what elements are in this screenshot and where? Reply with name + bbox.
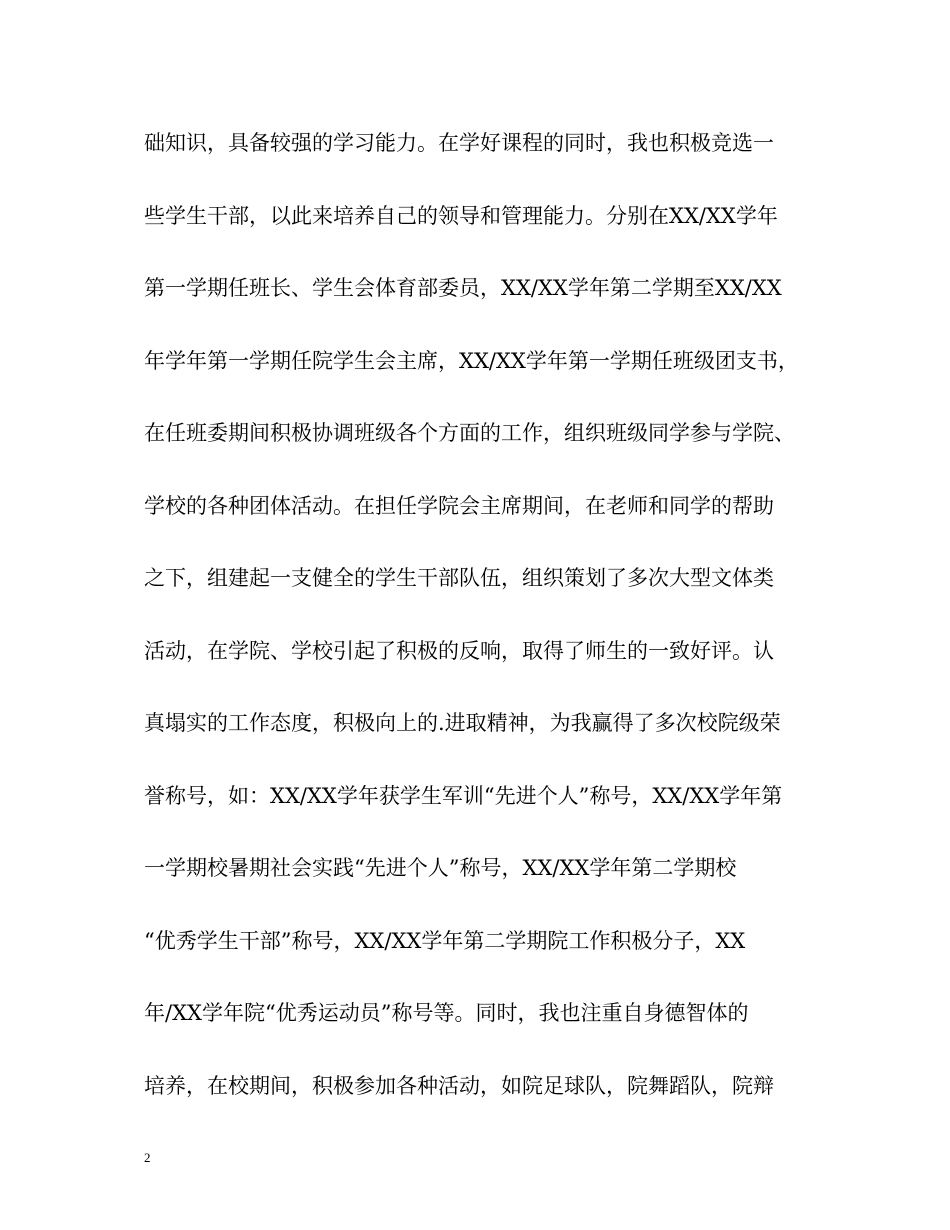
text-line: 年/XX学年院“优秀运动员”称号等。同时，我也注重自身德智体的 bbox=[144, 1001, 749, 1025]
text-line: 些学生干部，以此来培养自己的领导和管理能力。分别在XX/XX学年 bbox=[144, 203, 778, 228]
body-text bbox=[144, 119, 824, 1134]
text-line: 之下，组建起一支健全的学生干部队伍，组织策划了多次大型文体类 bbox=[144, 566, 774, 590]
text-line: 誉称号，如：XX/XX学年获学生军训“先进个人”称号，XX/XX学年第 bbox=[144, 783, 783, 808]
text-line: 一学期校暑期社会实践“先进个人”称号，XX/XX学年第二学期校 bbox=[144, 856, 737, 880]
page-number: 2 bbox=[144, 1150, 151, 1165]
text-line: 础知识，具备较强的学习能力。在学好课程的同时，我也积极竞选一 bbox=[144, 131, 774, 155]
text-line: 在任班委期间积极协调班级各个方面的工作，组织班级同学参与学院、 bbox=[144, 421, 795, 445]
text-line: 真塌实的工作态度，积极向上的.进取精神，为我赢得了多次校院级荣 bbox=[144, 711, 781, 735]
text-line: 第一学期任班长、学生会体育部委员，XX/XX学年第二学期至XX/XX bbox=[144, 276, 782, 300]
text-line: 年学年第一学期任院学生会主席，XX/XX学年第一学期任班级团支书， bbox=[144, 348, 799, 373]
text-line: 活动，在学院、学校引起了积极的反响，取得了师生的一致好评。认 bbox=[144, 638, 774, 663]
text-line: “优秀学生干部”称号，XX/XX学年第二学期院工作积极分子，XX bbox=[144, 928, 746, 953]
text-line: 学校的各种团体活动。在担任学院会主席期间，在老师和同学的帮助 bbox=[144, 493, 774, 518]
text-line: 培养，在校期间，积极参加各种活动，如院足球队，院舞蹈队，院辩 bbox=[144, 1073, 774, 1098]
